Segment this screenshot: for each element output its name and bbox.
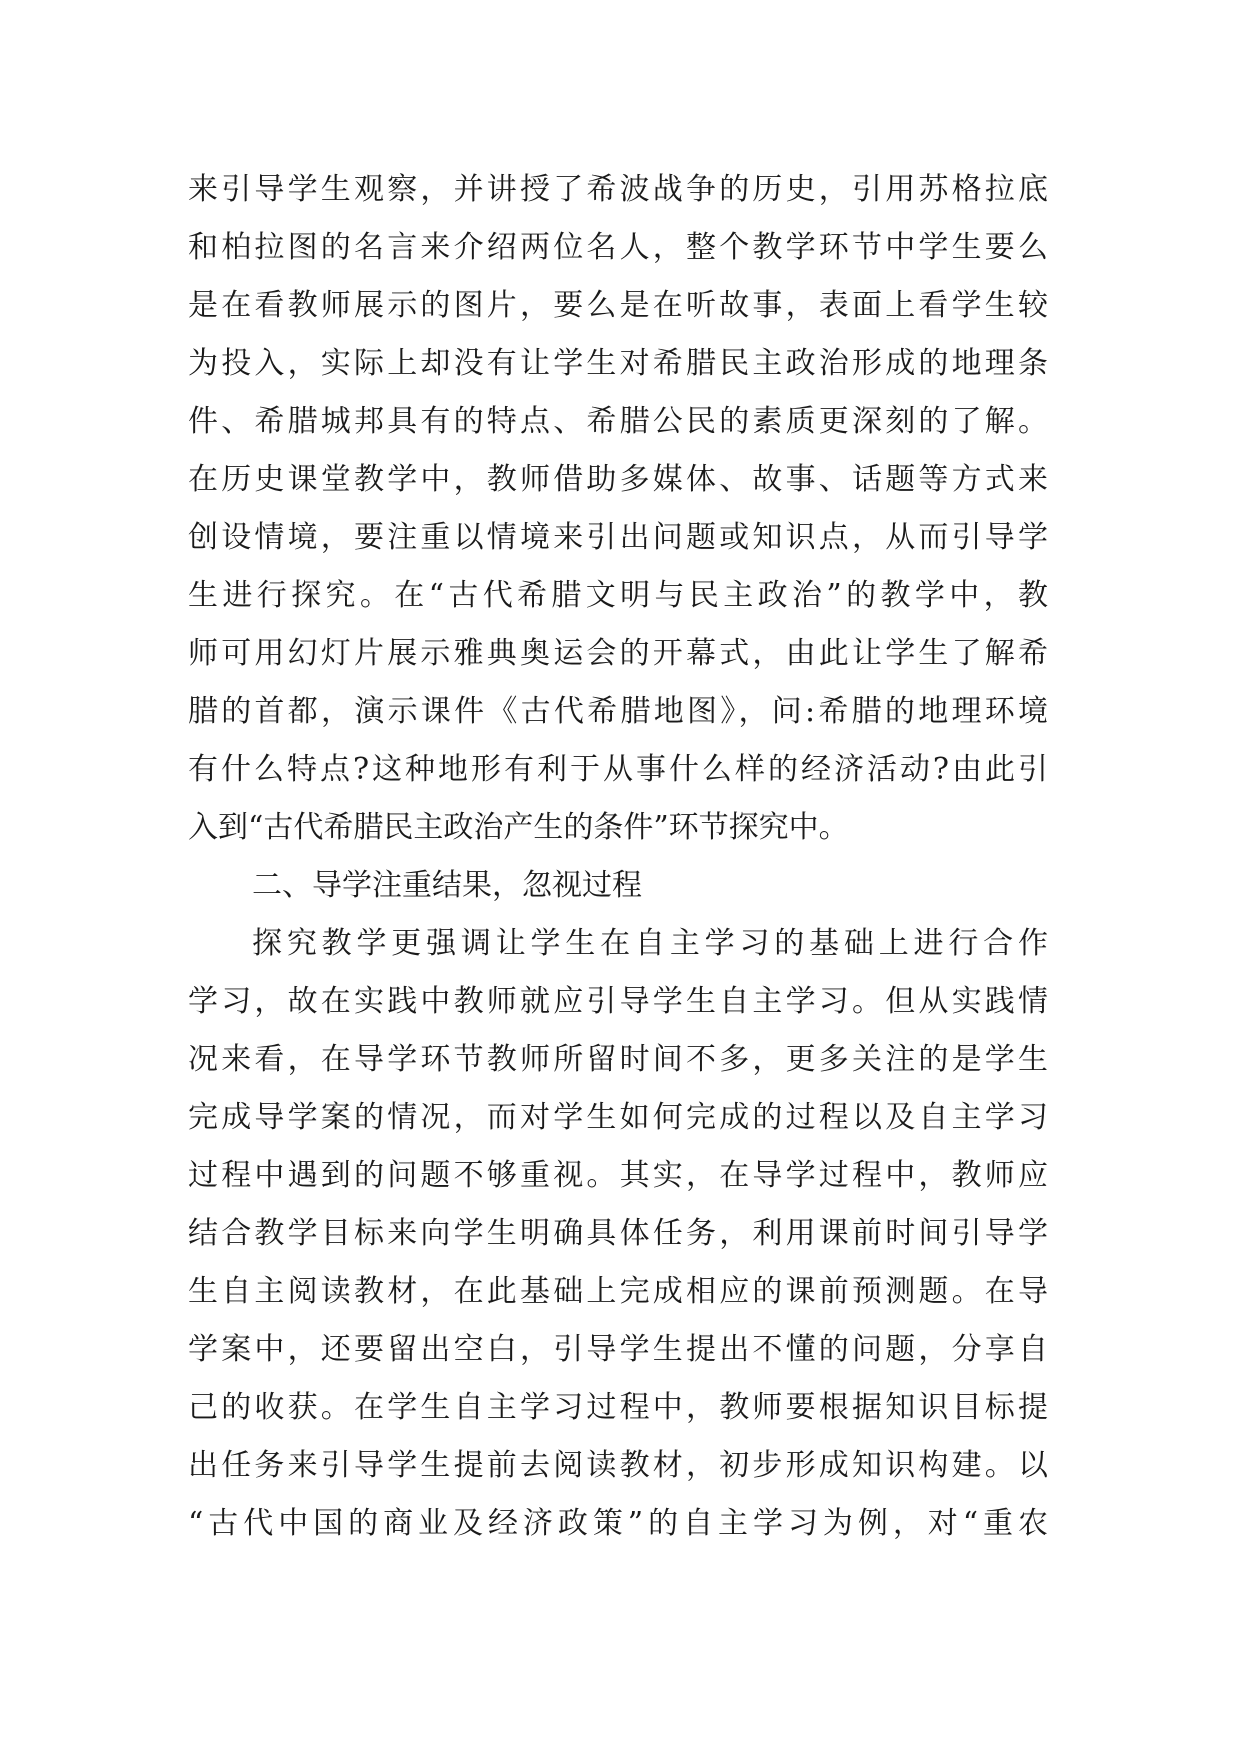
text-line: 有什么特点?这种地形有利于从事什么样的经济活动?由此引 [188, 752, 1048, 787]
section-heading: 二、导学注重结果，忽视过程 [252, 868, 642, 903]
text-line: 师可用幻灯片展示雅典奥运会的开幕式，由此让学生了解希 [188, 636, 1048, 671]
text-line: 件、希腊城邦具有的特点、希腊公民的素质更深刻的了解。 [188, 404, 1048, 439]
text-line: “古代中国的商业及经济政策”的自主学习为例，对“重农 [188, 1506, 1048, 1541]
text-line: 探究教学更强调让学生在自主学习的基础上进行合作 [252, 926, 1048, 961]
text-line: 学案中，还要留出空白，引导学生提出不懂的问题，分享自 [188, 1332, 1048, 1367]
text-line: 学习，故在实践中教师就应引导学生自主学习。但从实践情 [188, 984, 1048, 1019]
text-line: 出任务来引导学生提前去阅读教材，初步形成知识构建。以 [188, 1448, 1048, 1483]
text-line: 完成导学案的情况，而对学生如何完成的过程以及自主学习 [188, 1100, 1048, 1135]
text-line: 是在看教师展示的图片，要么是在听故事，表面上看学生较 [188, 288, 1048, 323]
text-line: 结合教学目标来向学生明确具体任务，利用课前时间引导学 [188, 1216, 1048, 1251]
text-line: 生进行探究。在“古代希腊文明与民主政治”的教学中，教 [188, 578, 1048, 613]
body-text [188, 161, 1048, 1553]
text-line: 入到“古代希腊民主政治产生的条件”环节探究中。 [188, 810, 849, 845]
text-line: 己的收获。在学生自主学习过程中，教师要根据知识目标提 [188, 1390, 1048, 1425]
text-line: 为投入，实际上却没有让学生对希腊民主政治形成的地理条 [188, 346, 1048, 381]
text-line: 来引导学生观察，并讲授了希波战争的历史，引用苏格拉底 [188, 172, 1048, 207]
text-line: 创设情境，要注重以情境来引出问题或知识点，从而引导学 [188, 520, 1048, 555]
text-line: 过程中遇到的问题不够重视。其实，在导学过程中，教师应 [188, 1158, 1048, 1193]
text-line: 和柏拉图的名言来介绍两位名人，整个教学环节中学生要么 [188, 230, 1048, 265]
text-line: 腊的首都，演示课件《古代希腊地图》，问:希腊的地理环境 [188, 694, 1048, 729]
text-line: 生自主阅读教材，在此基础上完成相应的课前预测题。在导 [188, 1274, 1048, 1309]
text-line: 在历史课堂教学中，教师借助多媒体、故事、话题等方式来 [188, 462, 1048, 497]
text-line: 况来看，在导学环节教师所留时间不多，更多关注的是学生 [188, 1042, 1048, 1077]
